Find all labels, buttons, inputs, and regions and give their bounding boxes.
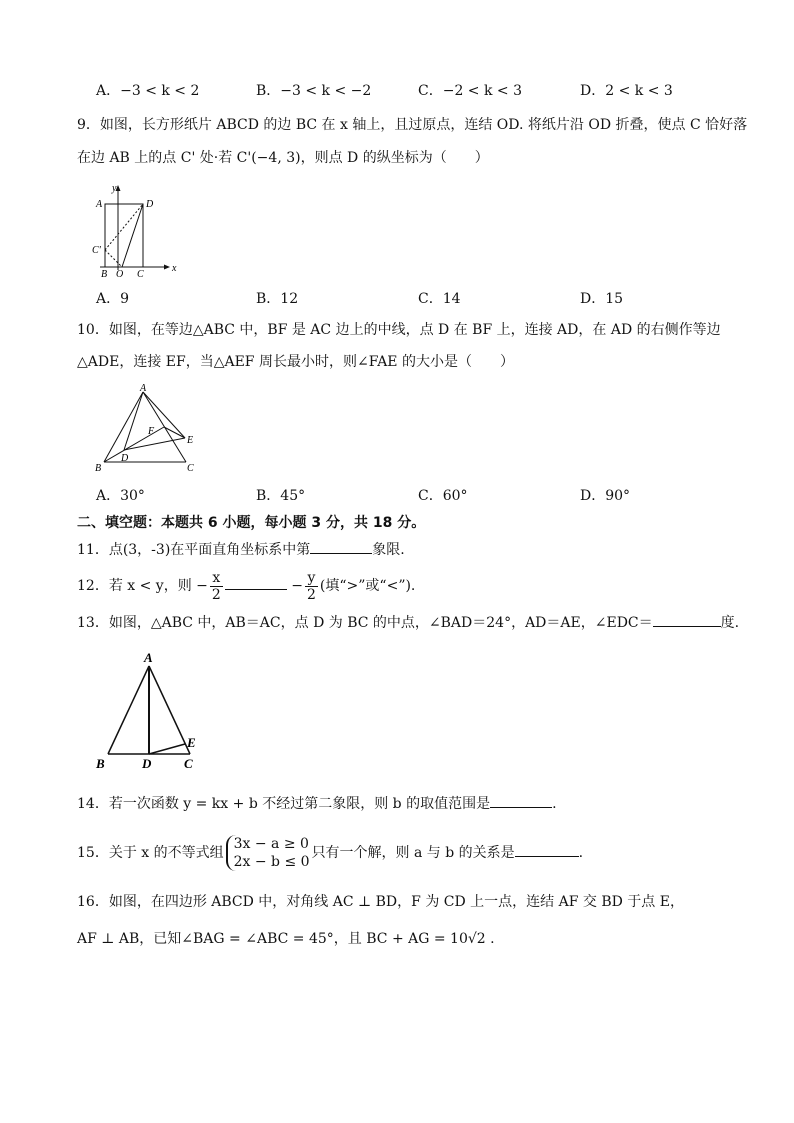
q16-text-line1: 16．如图，在四边形 ABCD 中，对角线 AC ⊥ BD，F 为 CD 上一点，连结 AF 交 BD 于点 E， xyxy=(77,894,684,910)
q9-option-b: B．12 xyxy=(256,291,299,307)
q15-end: . xyxy=(578,845,584,861)
q10-option-c: C．60° xyxy=(418,488,468,504)
q9-text-line2: 在边 AB 上的点 C' 处·若 C'(−4, 3)，则点 D 的纵坐标为（ ） xyxy=(77,150,489,166)
q9-label-c-prime: C' xyxy=(92,245,101,256)
q10-label-b: B xyxy=(95,463,102,474)
q11-line xyxy=(77,539,405,560)
q10-option-b: B．45° xyxy=(256,488,306,504)
q8-option-a: A．−3 < k < 2 xyxy=(96,83,200,99)
q11-answer-blank[interactable] xyxy=(310,539,372,554)
q13-label-b: B xyxy=(96,756,105,771)
q10-option-a: A．30° xyxy=(96,488,145,504)
q13-label-e: E xyxy=(187,735,196,750)
q9-option-d: D．15 xyxy=(580,291,624,307)
q10-label-e: E xyxy=(187,435,194,446)
q12-num-y: y xyxy=(305,570,318,587)
q14-line xyxy=(77,793,557,814)
q12-line xyxy=(77,568,415,604)
q13-label-d: D xyxy=(142,756,152,771)
q13-text-after: 度. xyxy=(720,615,740,631)
q8-option-b: B．−3 < k < −2 xyxy=(256,83,372,99)
q15-answer-blank[interactable] xyxy=(515,842,579,857)
q14-text-before: 14．若一次函数 y = kx + b 不经过第二象限，则 b 的取值范围是 xyxy=(77,796,491,812)
q12-suffix: (填“>”或“<”). xyxy=(319,578,416,594)
q9-option-c: C．14 xyxy=(418,291,461,307)
section-heading-fill-in: 二、填空题：本题共 6 小题，每小题 3 分，共 18 分。 xyxy=(77,515,426,531)
q10-text-line2: △ADE，连接 EF，当△AEF 周长最小时，则∠FAE 的大小是（ ） xyxy=(77,354,514,370)
q12-den-y: 2 xyxy=(307,586,316,603)
q12-fraction-y xyxy=(305,570,318,603)
q10-figure xyxy=(90,382,205,477)
q13-line xyxy=(77,612,739,633)
q12-prefix: 12．若 x < y，则 − xyxy=(77,578,208,594)
q8-option-d: D．2 < k < 3 xyxy=(580,83,673,99)
q8-option-c: C．−2 < k < 3 xyxy=(418,83,523,99)
q15-eq1: 3x − a ≥ 0 xyxy=(233,836,309,852)
q13-figure xyxy=(92,646,212,776)
q13-label-c: C xyxy=(184,756,193,771)
q9-label-y: y xyxy=(112,183,117,194)
q12-fraction-x xyxy=(210,570,223,603)
q10-text-line1: 10．如图，在等边△ABC 中，BF 是 AC 边上的中线，点 D 在 BF 上，连接 AD，在 AD 的右侧作等边 xyxy=(77,322,721,338)
q11-text-after: 象限. xyxy=(372,542,405,558)
q13-label-a: A xyxy=(144,650,153,665)
q11-text-before: 11．点(3，-3)在平面直角坐标系中第 xyxy=(77,542,311,558)
q9-option-a: A．9 xyxy=(96,291,130,307)
q16-text-line2: AF ⊥ AB，已知∠BAG = ∠ABC = 45°，且 BC + AG = 10√2 . xyxy=(77,931,495,947)
q9-label-a: A xyxy=(96,199,103,210)
q10-option-d: D．90° xyxy=(580,488,631,504)
q14-text-after: . xyxy=(552,796,557,812)
q13-text-before: 13．如图，△ABC 中，AB＝AC，点 D 为 BC 的中点，∠BAD＝24°，AD＝AE，∠EDC＝ xyxy=(77,615,653,631)
q12-den-x: 2 xyxy=(211,586,221,603)
q9-label-c: C xyxy=(137,269,144,277)
q10-label-d: D xyxy=(121,453,129,464)
q9-label-x: x xyxy=(172,263,177,274)
q10-label-f: F xyxy=(148,426,155,437)
q15-eq2: 2x − b ≤ 0 xyxy=(233,854,310,870)
q15-suffix: 只有一个解，则 a 与 b 的关系是 xyxy=(311,845,515,861)
q9-figure xyxy=(90,182,180,277)
q15-inequality-system xyxy=(226,835,310,871)
q12-answer-blank[interactable] xyxy=(225,575,287,590)
q13-answer-blank[interactable] xyxy=(653,612,721,627)
q12-minus: − xyxy=(291,578,303,594)
q15-prefix: 15．关于 x 的不等式组 xyxy=(77,845,224,861)
q15-line xyxy=(77,832,583,874)
q9-text-line1: 9．如图，长方形纸片 ABCD 的边 BC 在 x 轴上，且过原点，连结 OD. 将纸片沿 OD 折叠，使点 C 恰好落 xyxy=(77,117,748,133)
q10-label-c: C xyxy=(187,463,194,474)
q12-num-x: x xyxy=(210,570,223,587)
q9-label-b: B xyxy=(101,269,108,277)
q10-label-a: A xyxy=(140,383,147,394)
q9-label-d: D xyxy=(146,199,154,210)
q9-label-o: O xyxy=(116,269,124,277)
q14-answer-blank[interactable] xyxy=(490,793,552,808)
